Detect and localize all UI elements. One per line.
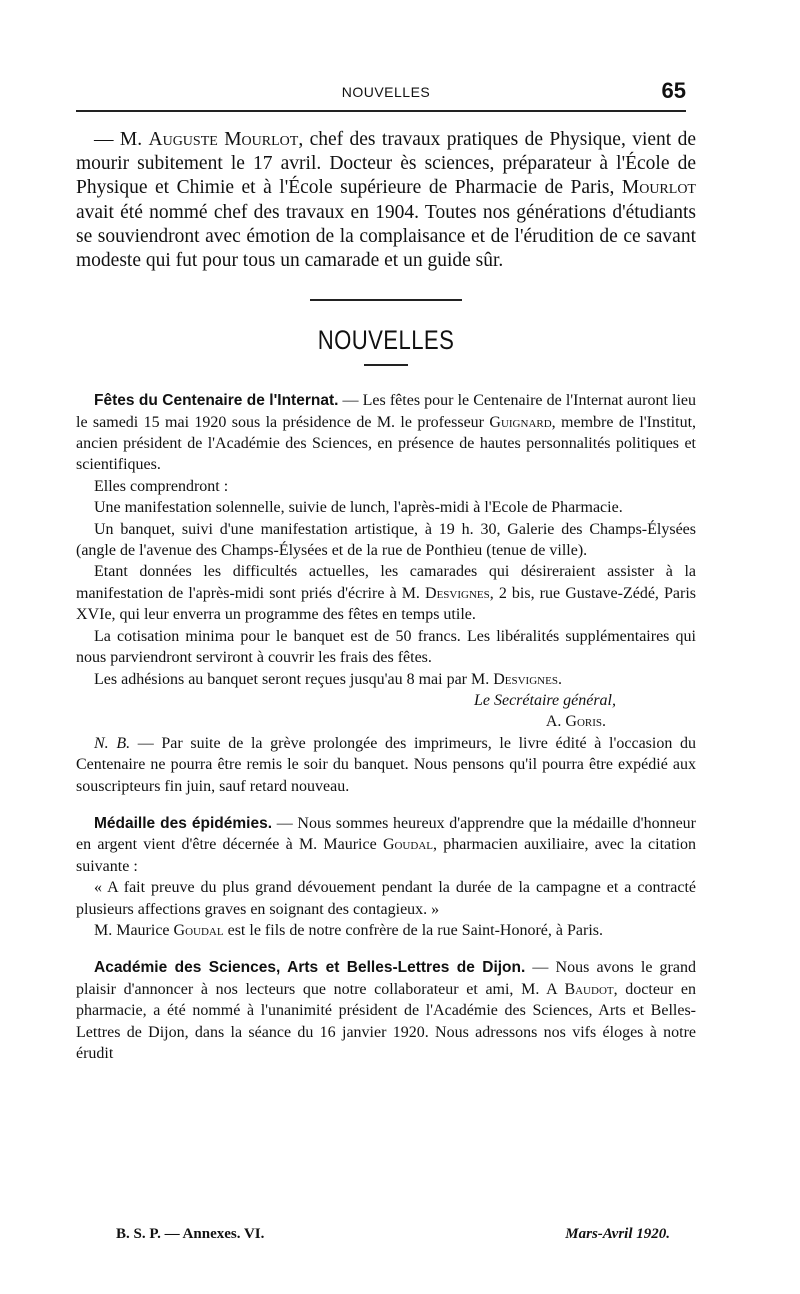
medaille-paragraph-3 — [76, 920, 696, 941]
page — [76, 70, 696, 1064]
medaille-name-goudal: Goudal — [382, 836, 433, 854]
obituary-name-2: Mourlot — [621, 177, 696, 199]
centenaire-paragraph-1 — [76, 390, 696, 476]
obituary-text-1: , chef des travaux pratiques de Physique, vient de mourir subitement le 17 avril. Docteur ès sciences, préparateur à l'École de Physique et Chimie et à l'École supérieure de Pharmacie de Paris, — [76, 129, 696, 199]
obituary-paragraph — [76, 128, 696, 273]
centenaire-paragraph-5 — [76, 561, 696, 625]
academie-text-1b: , docteur en pharmacie, a été nommé à l'unanimité président de l'Académie des Sciences, Arts et Belles-Lettres de Dijon, dans la séance du 16 janvier 1920. Nous adressons nos vifs éloges à notre érudit — [76, 980, 697, 1062]
centenaire-text-7b: . — [557, 670, 562, 688]
medaille-paragraph-1 — [76, 813, 696, 877]
academie-text-1a: — Nous avons le grand plaisir d'annoncer à nos lecteurs que notre collaborateur et ami, M. A — [76, 959, 696, 998]
running-head — [76, 70, 696, 110]
medaille-name-goudal-2: Goudal — [173, 921, 224, 939]
medaille-heading: Médaille des épidémies. — [94, 814, 273, 832]
centenaire-name-desvignes-2: Desvignes — [493, 670, 558, 688]
medaille-quote: « A fait preuve du plus grand dévouement pendant la durée de la campagne et a contracté plusieurs affections graves en soignant des contagieux. » — [76, 879, 696, 918]
centenaire-text-5b: , 2 bis, rue Gustave-Zédé, Paris XVIe, qui leur enverra un programme des fêtes en temps utile. — [76, 584, 697, 624]
academie-paragraph — [76, 957, 696, 1064]
header-rule — [76, 110, 686, 112]
centenaire-name-desvignes: Desvignes — [425, 584, 490, 602]
centenaire-text-1a: — Les fêtes pour le Centenaire de l'Internat auront lieu le samedi 15 mai 1920 sous la présidence de M. le professeur — [76, 392, 696, 431]
separator-rule — [310, 299, 462, 301]
centenaire-paragraph-2: Elles comprendront : — [94, 477, 229, 495]
nota-bene-text: — Par suite de la grève prolongée des imprimeurs, le livre édité à l'occasion du Centenaire ne pourra être remis le soir du banquet. Nous pensons qu'il pourra être expédié aux souscripteurs fin juin, sauf retard nouveau. — [76, 734, 696, 795]
centenaire-paragraph-4: Un banquet, suivi d'une manifestation artistique, à 19 h. 30, Galerie des Champs-Élysées (angle de l'avenue des Champs-Élysées et de la rue de Ponthieu (tenue de ville). — [76, 520, 696, 560]
medaille-text-1a: — Nous sommes heureux d'apprendre que la médaille d'honneur en argent vient d'être décernée à M. Maurice — [76, 814, 696, 854]
academie-name-baudot: Baudot — [564, 980, 614, 998]
section-gap — [76, 797, 696, 813]
centenaire-text-5a: Etant données les difficultés actuelles, les camarades qui désireraient assister à la manifestation de l'après-midi sont priés d'écrire à M. — [76, 563, 696, 602]
section-gap-2 — [76, 941, 696, 957]
centenaire-paragraph-3: Une manifestation solennelle, suivie de lunch, l'après-midi à l'Ecole de Pharmacie. — [94, 499, 623, 517]
footer-right: Mars-Avril 1920. — [565, 1226, 670, 1242]
signature-name: A. Goris. — [545, 713, 606, 731]
medaille-text-3a: M. Maurice — [94, 921, 174, 939]
footer-left: B. S. P. — Annexes. VI. — [116, 1226, 265, 1242]
centenaire-text-7a: Les adhésions au banquet seront reçues jusqu'au 8 mai par M. — [94, 670, 494, 688]
obituary-name: Auguste Mourlot — [148, 129, 299, 150]
page-number: 65 — [661, 78, 686, 103]
centenaire-heading: Fêtes du Centenaire de l'Internat. — [94, 392, 339, 410]
section-title: NOUVELLES — [317, 325, 455, 356]
centenaire-paragraph-7 — [76, 669, 696, 690]
signature-title: Le Secrétaire général, — [473, 691, 616, 709]
medaille-text-3b: est le fils de notre confrère de la rue Saint-Honoré, à Paris. — [223, 921, 604, 939]
centenaire-name-guignard: Guignard — [489, 413, 552, 431]
obituary-text-2: avait été nommé chef des travaux en 1904. Toutes nos générations d'étudiants se souviendront avec émotion de la complaisance et de l'érudition de ce savant modeste qui fut pour tous un camarade et un guide sûr. — [76, 201, 696, 272]
nota-bene-paragraph — [76, 733, 696, 797]
nota-bene-label: N. B. — [94, 734, 131, 752]
academie-heading: Académie des Sciences, Arts et Belles-Lettres de Dijon. — [94, 959, 526, 977]
obituary-lead: — M. — [94, 129, 149, 150]
centenaire-paragraph-6: La cotisation minima pour le banquet est de 50 francs. Les libéralités supplémentaires qui nous parviendront serviront à couvrir les frais des fêtes. — [76, 627, 696, 667]
running-title: NOUVELLES — [341, 84, 431, 100]
medaille-text-1b: , pharmacien auxiliaire, avec la citation suivante : — [76, 836, 697, 875]
centenaire-text-1b: , membre de l'Institut, ancien président de l'Académie des Sciences, en présence de hautes personnalités politiques et scientifiques. — [76, 413, 697, 474]
